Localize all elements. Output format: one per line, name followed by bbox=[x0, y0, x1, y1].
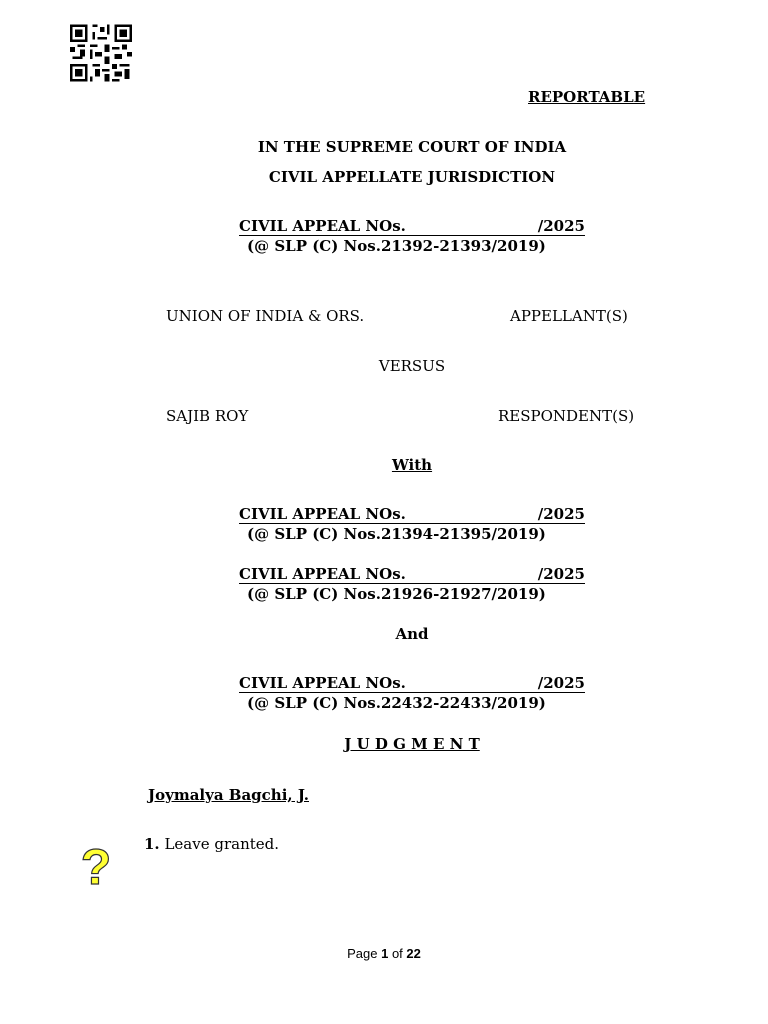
slp-number-1: (@ SLP (C) Nos.21392-21393/2019) bbox=[247, 237, 546, 255]
civil-appeal-year: /2025 bbox=[537, 565, 585, 583]
with-connector: With bbox=[391, 456, 433, 474]
page-footer bbox=[0, 946, 768, 961]
respondent-name: SAJIB ROY bbox=[166, 407, 249, 425]
appellant-name: UNION OF INDIA & ORS. bbox=[166, 307, 365, 325]
civil-appeal-label: CIVIL APPEAL NOs. bbox=[239, 217, 406, 235]
judge-author: Joymalya Bagchi, J. bbox=[148, 786, 309, 804]
civil-appeal-label: CIVIL APPEAL NOs. bbox=[239, 505, 406, 523]
civil-appeal-year: /2025 bbox=[537, 217, 585, 235]
civil-appeal-number-2 bbox=[239, 505, 585, 525]
of-word: of bbox=[391, 946, 403, 961]
slp-number-2: (@ SLP (C) Nos.21394-21395/2019) bbox=[247, 525, 546, 543]
judgment-heading: J U D G M E N T bbox=[344, 735, 480, 753]
reportable-label: REPORTABLE bbox=[528, 88, 646, 106]
civil-appeal-number-1 bbox=[239, 217, 585, 237]
paragraph-1 bbox=[144, 835, 279, 853]
question-mark-icon[interactable] bbox=[78, 838, 114, 890]
page-current: 1 bbox=[381, 946, 389, 961]
respondent-role: RESPONDENT(S) bbox=[498, 407, 635, 425]
civil-appeal-label: CIVIL APPEAL NOs. bbox=[239, 565, 406, 583]
slp-number-3: (@ SLP (C) Nos.21926-21927/2019) bbox=[247, 585, 546, 603]
slp-number-4: (@ SLP (C) Nos.22432-22433/2019) bbox=[247, 694, 546, 712]
svg-text:?: ? bbox=[80, 839, 112, 890]
paragraph-number: 1. bbox=[144, 835, 160, 853]
civil-appeal-number-3 bbox=[239, 565, 585, 585]
and-connector: And bbox=[395, 625, 429, 643]
civil-appeal-number-4 bbox=[239, 674, 585, 694]
civil-appeal-year: /2025 bbox=[537, 505, 585, 523]
versus-label: VERSUS bbox=[378, 357, 446, 375]
paragraph-text: Leave granted. bbox=[164, 835, 280, 853]
page-word: Page bbox=[347, 946, 378, 961]
jurisdiction-title: CIVIL APPELLATE JURISDICTION bbox=[268, 168, 556, 186]
court-name: IN THE SUPREME COURT OF INDIA bbox=[257, 138, 567, 156]
appellant-role: APPELLANT(S) bbox=[510, 307, 628, 325]
page-total: 22 bbox=[406, 946, 421, 961]
civil-appeal-year: /2025 bbox=[537, 674, 585, 692]
civil-appeal-label: CIVIL APPEAL NOs. bbox=[239, 674, 406, 692]
qr-code-icon bbox=[70, 24, 132, 82]
